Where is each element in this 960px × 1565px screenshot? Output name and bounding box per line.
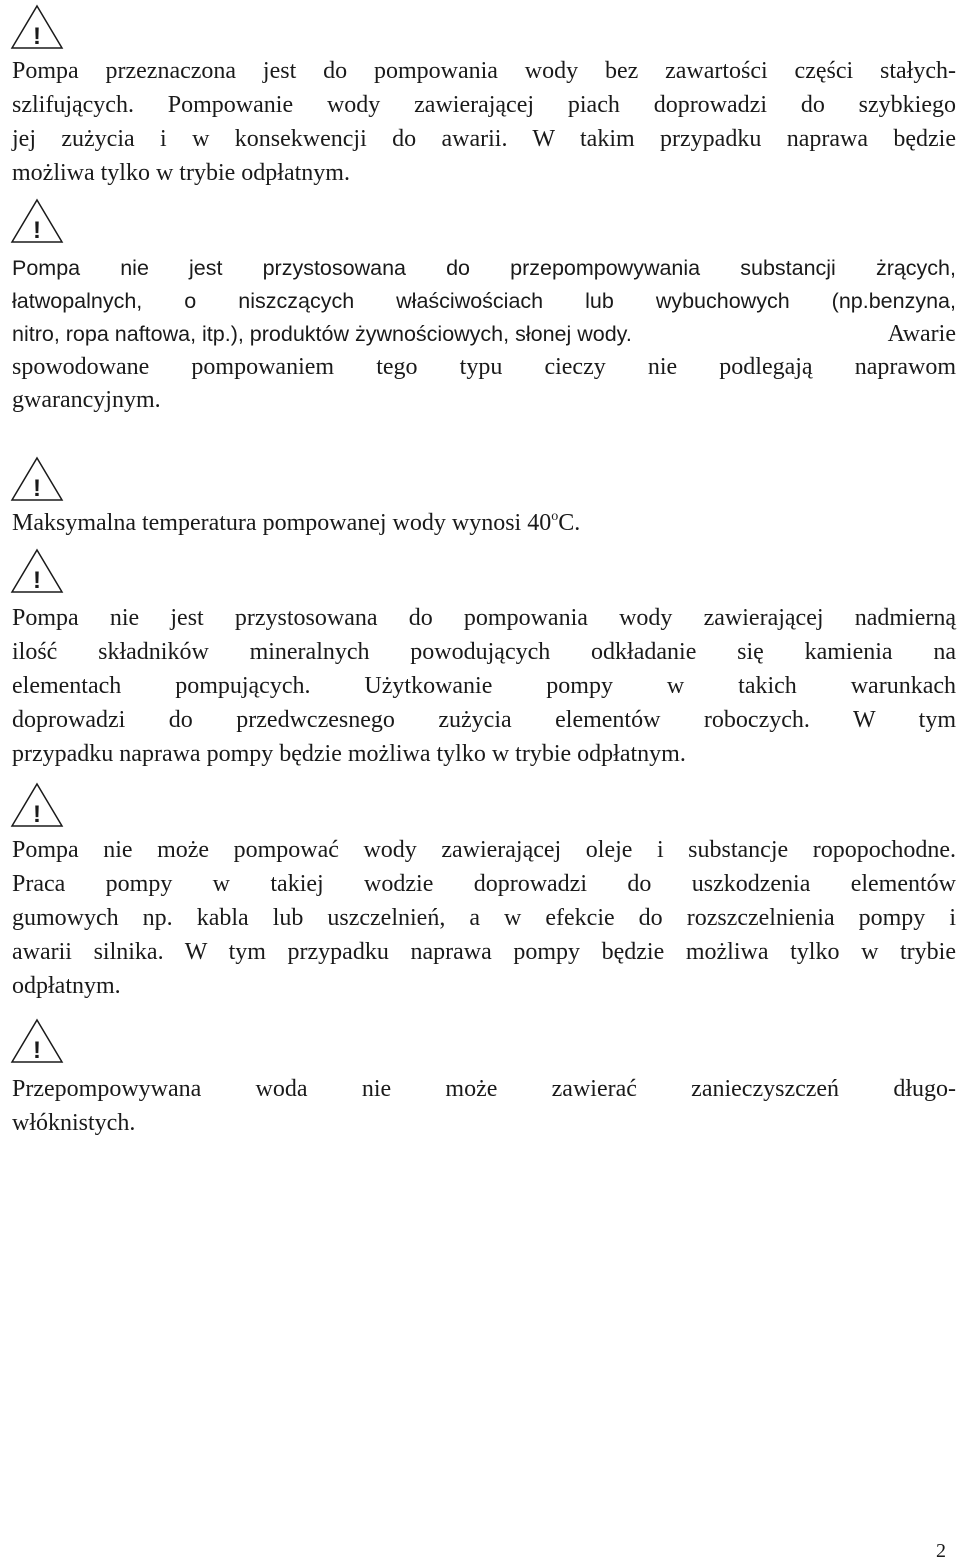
warning-triangle-icon (10, 198, 64, 244)
notice-line: elementach pompujących. Użytkowanie pompy w takich warunkach (12, 673, 956, 699)
notice-line: łatwopalnych, o niszczących właściwościach lub wybuchowych (np.benzyna, (12, 289, 956, 313)
warning-triangle-icon (10, 548, 64, 594)
notice-long-fibers (12, 1072, 956, 1140)
notice-text: Maksymalna temperatura pompowanej wody wynosi 40 (12, 510, 552, 536)
notice-line: ilość składników mineralnych powodujących odkładanie się kamienia na (12, 639, 956, 665)
svg-text:!: ! (33, 475, 41, 502)
warning-triangle-icon (10, 782, 64, 828)
notice-line: gumowych np. kabla lub uszczelnień, a w efekcie do rozszczelnienia pompy i (12, 905, 956, 931)
notice-corrosive-substances (12, 252, 956, 417)
notice-oils (12, 833, 956, 1003)
svg-text:!: ! (33, 217, 41, 244)
degree-superscript: o (551, 509, 559, 524)
notice-line: awarii silnika. W tym przypadku naprawa pompy będzie możliwa tylko w trybie (12, 939, 956, 965)
notice-solid-particles (12, 54, 956, 190)
notice-line: Praca pompy w takiej wodzie doprowadzi do uszkodzenia elementów (12, 871, 956, 897)
notice-line: Pompa nie może pompować wody zawierającej oleje i substancje ropopochodne. (12, 837, 956, 863)
notice-line: Pompa nie jest przystosowana do pompowania wody zawierającej nadmierną (12, 605, 956, 631)
svg-text:!: ! (33, 23, 41, 50)
notice-line: spowodowane pompowaniem tego typu cieczy nie podlegają naprawom (12, 354, 956, 380)
notice-text-unit: C. (558, 510, 581, 536)
notice-line: Pompa nie jest przystosowana do przepompowywania substancji żrących, (12, 256, 956, 280)
svg-text:!: ! (33, 801, 41, 828)
notice-line: przypadku naprawa pompy będzie możliwa tylko w trybie odpłatnym. (12, 741, 686, 767)
notice-line: odpłatnym. (12, 973, 121, 999)
notice-line: nitro, ropa naftowa, itp.), produktów żywnościowych, słonej wody. Awarie (12, 321, 956, 347)
notice-line: włóknistych. (12, 1110, 136, 1136)
notice-max-temperature (12, 506, 956, 540)
notice-line: doprowadzi do przedwczesnego zużycia elementów roboczych. W tym (12, 707, 956, 733)
notice-line: Pompa przeznaczona jest do pompowania wody bez zawartości części stałych- (12, 58, 956, 84)
svg-text:!: ! (33, 1037, 41, 1064)
notice-line: jej zużycia i w konsekwencji do awarii. W takim przypadku naprawa będzie (12, 126, 956, 152)
warning-triangle-icon (10, 1018, 64, 1064)
notice-line: szlifujących. Pompowanie wody zawierającej piach doprowadzi do szybkiego (12, 92, 956, 118)
warning-triangle-icon (10, 456, 64, 502)
page-number: 2 (936, 1540, 946, 1562)
svg-text:!: ! (33, 567, 41, 594)
notice-line: gwarancyjnym. (12, 387, 161, 413)
notice-line: Przepompowywana woda nie może zawierać zanieczyszczeń długo- (12, 1076, 956, 1102)
notice-mineral-content (12, 601, 956, 771)
notice-line: możliwa tylko w trybie odpłatnym. (12, 160, 350, 186)
warning-triangle-icon (10, 4, 64, 50)
